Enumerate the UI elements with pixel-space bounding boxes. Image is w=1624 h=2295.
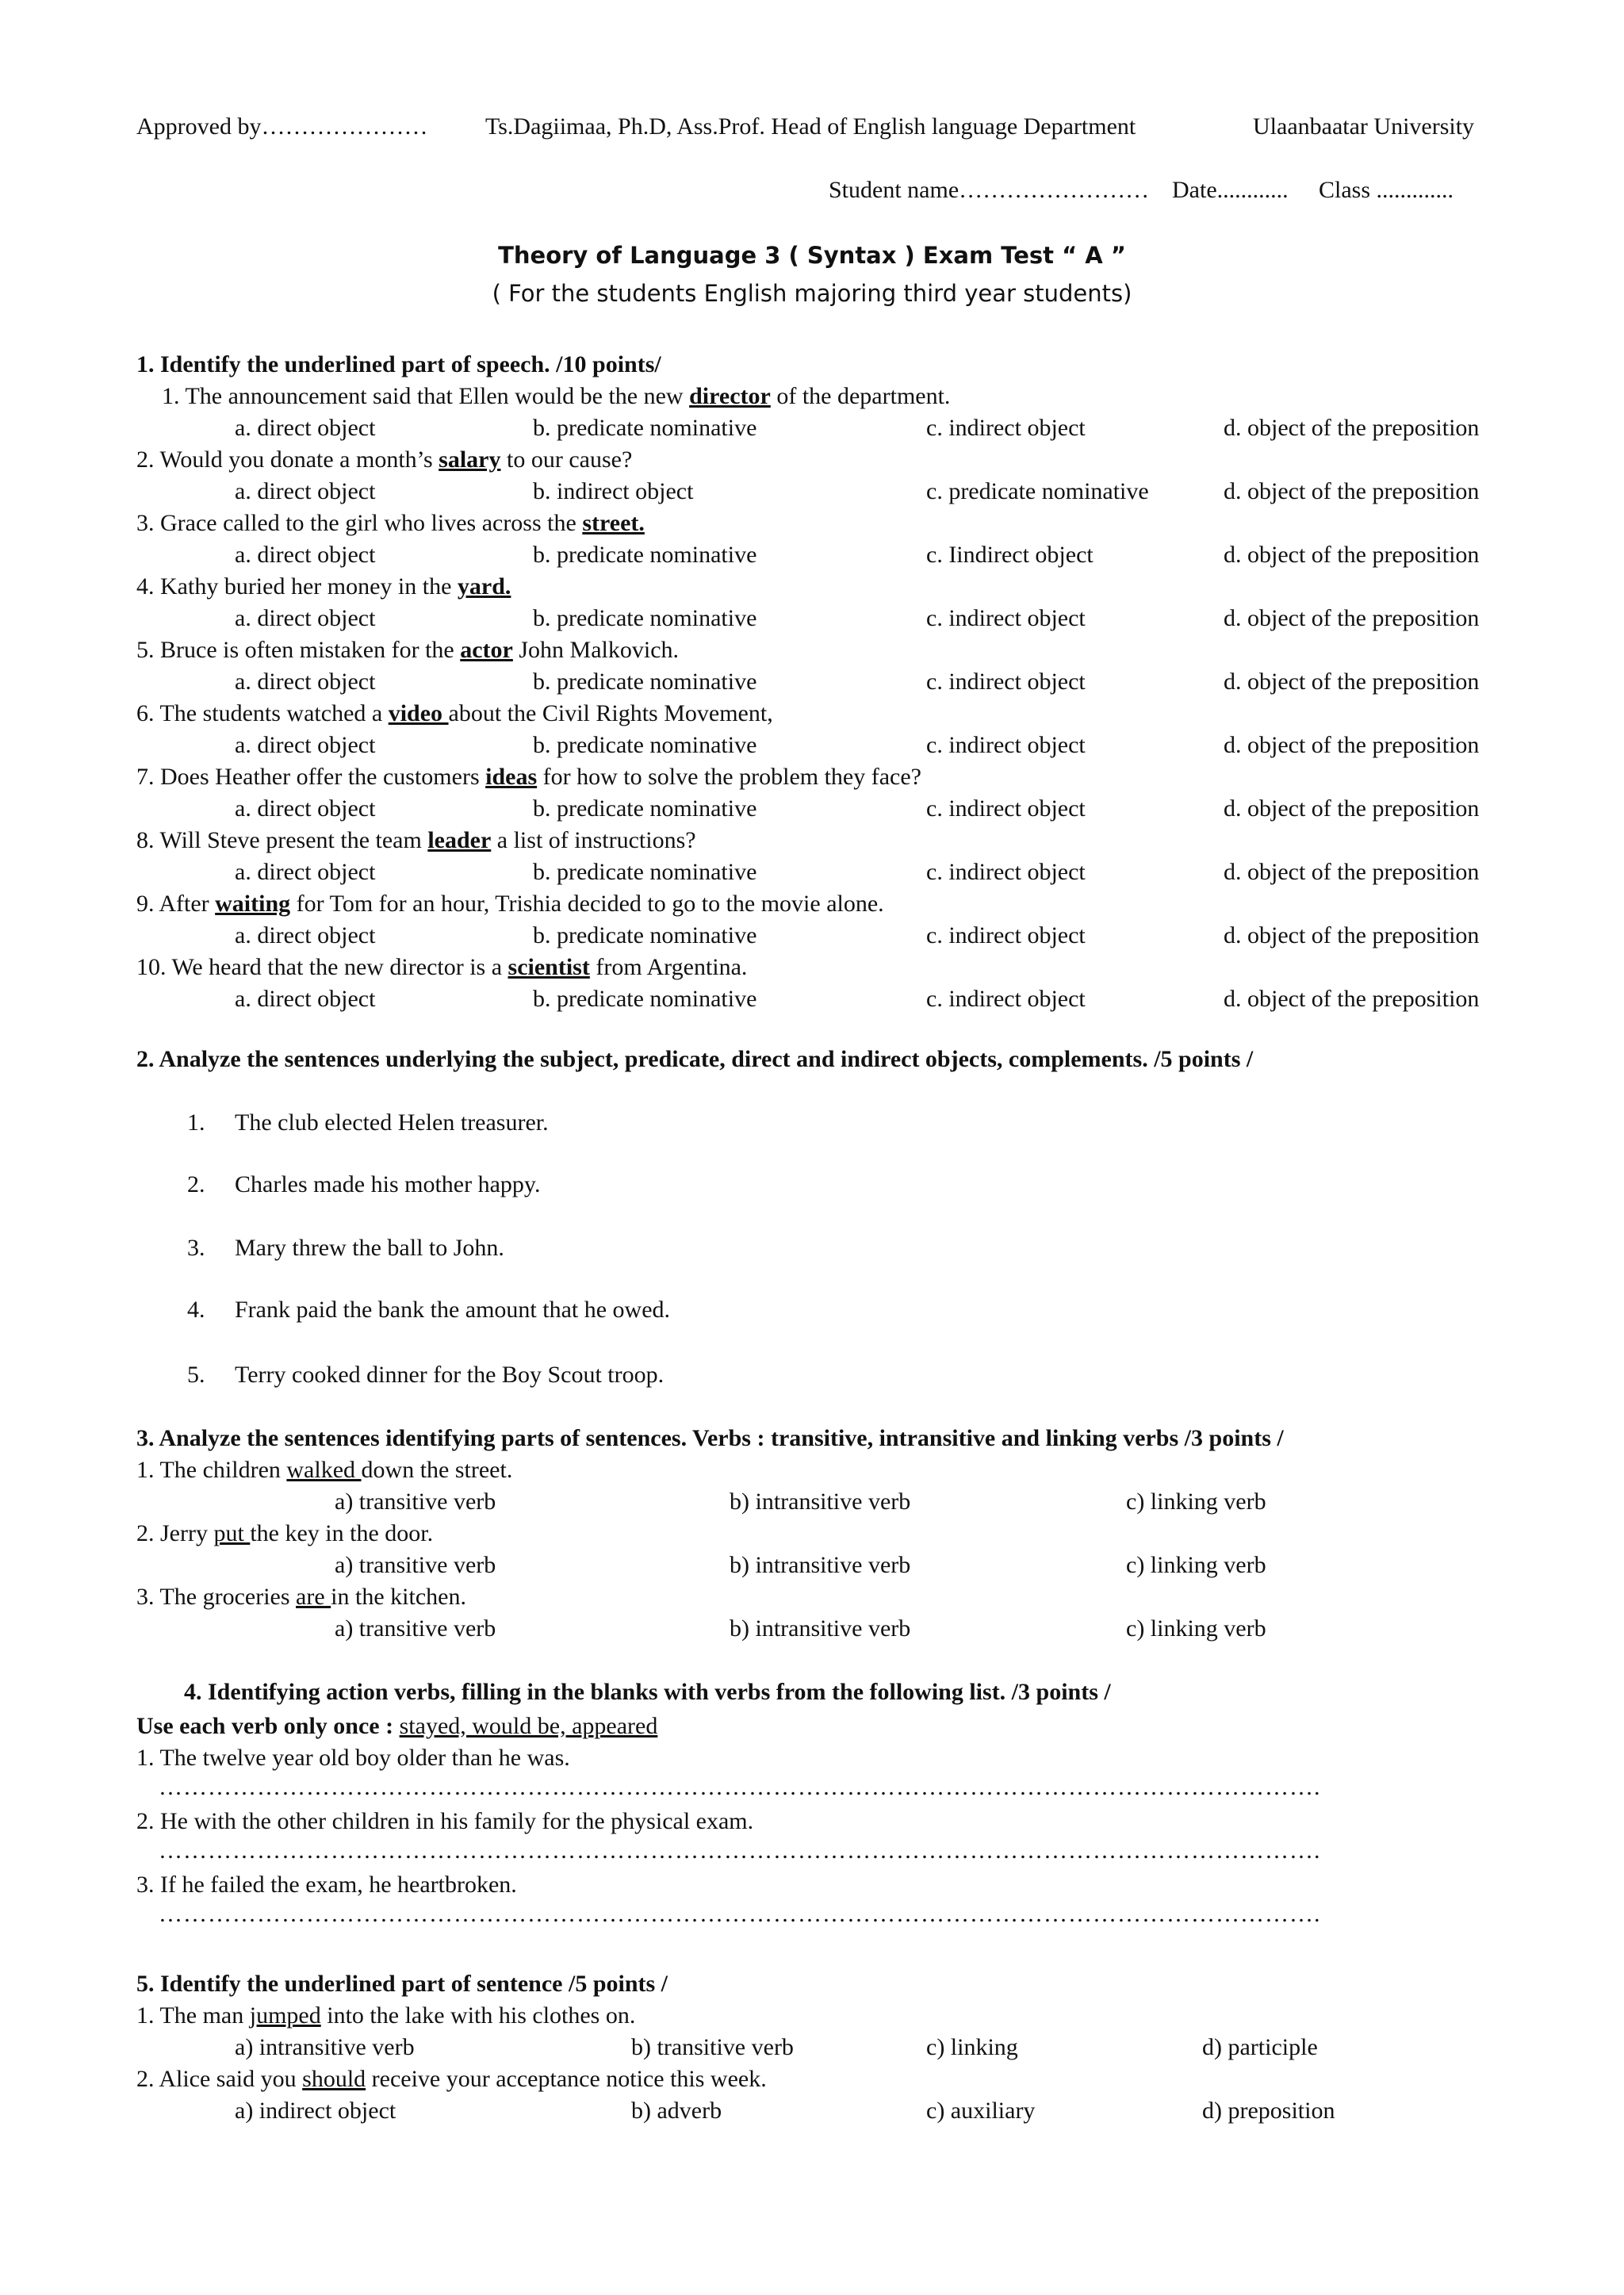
section5-option: a) intransitive verb [235,2034,415,2060]
approver-name: Ts.Dagiimaa, Ph.D, Ass.Prof. Head of English language Department [485,113,1136,140]
section1-option: a. direct object [235,605,376,631]
section4-word-list: stayed, would be, appeared [399,1713,658,1739]
section3-option: b) intransitive verb [730,1552,911,1578]
section1-underlined-word: leader [427,827,492,853]
section3-question-1 [136,1454,512,1486]
section2-item-number: 4. [187,1297,205,1323]
section5-question-text: receive your acceptance notice this week. [366,2066,767,2092]
section5-underlined-word: should [302,2066,366,2092]
section1-option: c. indirect object [926,859,1086,885]
section5-heading: 5. Identify the underlined part of sentence /5 points / [136,1971,668,1997]
section1-option: d. object of the preposition [1224,922,1480,948]
section3-option: c) linking verb [1126,1552,1266,1578]
section5-option: d) participle [1202,2034,1318,2060]
section5-question-1 [136,2000,635,2032]
section3-underlined-word: walked [286,1457,362,1483]
section1-question-text: 7. Does Heather offer the customers [136,764,486,790]
section1-option: b. predicate nominative [533,542,757,568]
section2-item-number: 1. [187,1109,205,1136]
section4-instruction-line [136,1711,657,1742]
section1-option: b. predicate nominative [533,859,757,885]
section1-option: d. object of the preposition [1224,605,1480,631]
section1-heading: 1. Identify the underlined part of speech. /10 points/ [136,351,661,377]
section1-question-text: to our cause? [500,446,633,473]
section1-option: b. predicate nominative [533,732,757,758]
section3-option: c) linking verb [1126,1615,1266,1642]
section3-question-3 [136,1581,466,1613]
section5-question-text: 2. Alice said you [136,2066,303,2092]
section1-question-7 [136,761,921,793]
section5-question-text: into the lake with his clothes on. [320,2002,636,2029]
section1-question-text: for how to solve the problem they face? [537,764,921,790]
section1-question-text: about the Civil Rights Movement, [448,700,773,726]
section1-underlined-word: actor [460,637,513,663]
section1-question-text: 1. The announcement said that Ellen would be the new [162,383,690,409]
section1-option: a. direct object [235,415,376,441]
section4-instruction: Use each verb only once : [136,1713,400,1739]
section2-item-sentence: The club elected Helen treasurer. [235,1109,549,1136]
date-field: Date............ [1172,177,1289,203]
section1-option: d. object of the preposition [1224,986,1480,1012]
section3-option: a) transitive verb [335,1615,496,1642]
section1-option: a. direct object [235,986,376,1012]
section1-underlined-word: ideas [485,764,538,790]
section1-question-text: 9. After [136,891,216,917]
approved-by: Approved by………………… [136,113,428,140]
section3-question-text: 2. Jerry [136,1520,214,1546]
section1-option: a. direct object [235,669,376,695]
section1-option: c. indirect object [926,922,1086,948]
section1-option: a. direct object [235,795,376,822]
section1-question-text: from Argentina. [589,954,748,980]
section2-item-number: 3. [187,1235,205,1261]
section1-option: b. predicate nominative [533,415,757,441]
section3-question-text: 3. The groceries [136,1584,297,1610]
section2-heading: 2. Analyze the sentences underlying the subject, predicate, direct and indirect objects, complements. /5 points / [136,1046,1254,1072]
section2-item-sentence: Mary threw the ball to John. [235,1235,504,1261]
section3-underlined-word: are [296,1584,331,1610]
section1-option: c. indirect object [926,795,1086,822]
section1-option: d. object of the preposition [1224,795,1480,822]
section1-option: d. object of the preposition [1224,415,1480,441]
section1-question-text: 10. We heard that the new director is a [136,954,508,980]
section1-option: d. object of the preposition [1224,542,1480,568]
section1-option: c. indirect object [926,669,1086,695]
section5-underlined-word: jumped [249,2002,321,2029]
class-field: Class ............. [1319,177,1454,203]
section4-answer-blank: ……………………………………………………………………………………………………………………………. [159,1774,1321,1800]
section1-underlined-word: street. [582,510,645,536]
section5-option: b) adverb [631,2098,722,2124]
section2-item-sentence: Charles made his mother happy. [235,1171,541,1197]
section1-option: b. predicate nominative [533,669,757,695]
section1-question-1 [162,381,950,412]
section1-question-text: John Malkovich. [512,637,680,663]
section5-question-2 [136,2063,767,2095]
student-name-field: Student name…………………… [829,177,1150,203]
section1-question-3 [136,508,645,539]
section1-question-10 [136,952,747,983]
section1-underlined-word: video [388,700,449,726]
section2-item-sentence: Terry cooked dinner for the Boy Scout troop. [235,1362,665,1388]
section1-question-6 [136,698,773,730]
exam-title: Theory of Language 3 ( Syntax ) Exam Test “ A ” [498,242,1126,269]
section1-question-9 [136,888,884,920]
section1-question-text: 3. Grace called to the girl who lives across the [136,510,583,536]
section3-option: b) intransitive verb [730,1488,911,1515]
university-name: Ulaanbaatar University [1253,113,1475,140]
section3-underlined-word: put [213,1520,251,1546]
section1-question-text: 4. Kathy buried her money in the [136,573,458,600]
section5-option: d) preposition [1202,2098,1335,2124]
section3-option: b) intransitive verb [730,1615,911,1642]
section3-question-text: down the street. [361,1457,513,1483]
section1-option: c. indirect object [926,415,1086,441]
section5-option: c) linking [926,2034,1018,2060]
section1-underlined-word: scientist [508,954,590,980]
section1-option: a. direct object [235,859,376,885]
section1-option: c. indirect object [926,605,1086,631]
section1-question-text: a list of instructions? [491,827,696,853]
section1-option: d. object of the preposition [1224,732,1480,758]
section1-question-text: 2. Would you donate a month’s [136,446,439,473]
section3-option: a) transitive verb [335,1488,496,1515]
section1-option: a. direct object [235,732,376,758]
section4-item-1: 1. The twelve year old boy older than he was. [136,1745,570,1771]
section1-question-text: 5. Bruce is often mistaken for the [136,637,461,663]
section5-question-text: 1. The man [136,2002,250,2029]
section3-question-text: in the kitchen. [331,1584,466,1610]
section1-option: d. object of the preposition [1224,669,1480,695]
section1-option: a. direct object [235,542,376,568]
section1-question-text: 6. The students watched a [136,700,389,726]
section4-heading: 4. Identifying action verbs, filling in the blanks with verbs from the following list. /3 points / [184,1679,1111,1705]
section1-option: c. indirect object [926,986,1086,1012]
section3-option: c) linking verb [1126,1488,1266,1515]
section2-item-number: 5. [187,1362,205,1388]
section1-question-4 [136,571,511,603]
section4-item-2: 2. He with the other children in his family for the physical exam. [136,1808,754,1834]
section2-item-number: 2. [187,1171,205,1197]
section1-question-8 [136,825,696,856]
section5-option: a) indirect object [235,2098,396,2124]
section3-option: a) transitive verb [335,1552,496,1578]
section2-item-sentence: Frank paid the bank the amount that he owed. [235,1297,671,1323]
section1-underlined-word: waiting [215,891,291,917]
section1-underlined-word: salary [439,446,501,473]
section1-option: c. Iindirect object [926,542,1094,568]
section5-option: b) transitive verb [631,2034,794,2060]
section1-option: a. direct object [235,478,376,504]
section1-option: d. object of the preposition [1224,859,1480,885]
section3-question-2 [136,1518,433,1550]
section1-underlined-word: yard. [457,573,511,600]
section1-option: c. predicate nominative [926,478,1149,504]
section1-option: b. predicate nominative [533,795,757,822]
section1-option: b. predicate nominative [533,605,757,631]
section1-question-text: of the department. [770,383,951,409]
section1-option: b. indirect object [533,478,694,504]
section1-option: c. indirect object [926,732,1086,758]
section4-item-3: 3. If he failed the exam, he heartbroken. [136,1872,517,1898]
section1-question-text: for Tom for an hour, Trishia decided to go to the movie alone. [290,891,884,917]
section1-underlined-word: director [689,383,771,409]
section1-option: d. object of the preposition [1224,478,1480,504]
section4-answer-blank: ……………………………………………………………………………………………………………………………. [159,1901,1321,1927]
section3-question-text: the key in the door. [250,1520,434,1546]
section1-option: a. direct object [235,922,376,948]
section5-option: c) auxiliary [926,2098,1036,2124]
section3-question-text: 1. The children [136,1457,287,1483]
section3-heading: 3. Analyze the sentences identifying parts of sentences. Verbs : transitive, intransitive and linking verbs /3 points / [136,1425,1284,1451]
exam-subtitle: ( For the students English majoring third year students) [492,280,1132,307]
section4-answer-blank: ……………………………………………………………………………………………………………………………. [159,1837,1321,1864]
section1-option: b. predicate nominative [533,986,757,1012]
section1-question-text: 8. Will Steve present the team [136,827,428,853]
section1-option: b. predicate nominative [533,922,757,948]
section1-question-2 [136,444,632,476]
section1-question-5 [136,634,679,666]
